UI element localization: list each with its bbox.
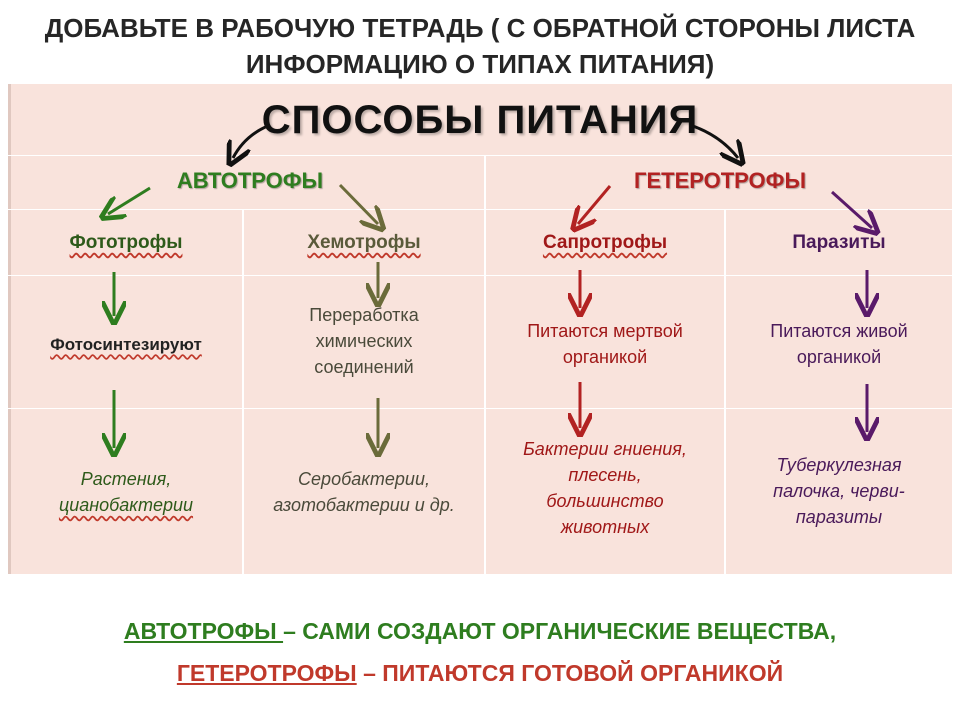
footer-heterotrophs-definition (0, 660, 960, 687)
phototrophs-action: Фотосинтезируют (50, 335, 202, 354)
diagram-title: СПОСОБЫ ПИТАНИЯ (261, 98, 699, 142)
arrow-heterotrophs-to-parasites (832, 192, 872, 228)
parasites-examples: Туберкулезная палочка, черви- паразиты (773, 455, 905, 527)
parasites-label: Паразиты (792, 232, 886, 253)
footer-autotrophs-term: АВТОТРОФЫ (123, 618, 284, 644)
chemotrophs-action: Переработка химических соединений (309, 305, 419, 377)
header-line-1: ДОБАВЬТЕ В РАБОЧУЮ ТЕТРАДЬ ( С ОБРАТНОЙ СТОРОНЫ ЛИСТА (44, 13, 916, 43)
phototrophs-label: Фототрофы (69, 232, 183, 253)
arrow-autotrophs-to-phototrophs (108, 188, 150, 214)
header-line-2: ИНФОРМАЦИЮ О ТИПАХ ПИТАНИЯ) (245, 49, 715, 79)
saprotrophs-label: Сапротрофы (542, 232, 668, 253)
footer-autotrophs-definition (0, 618, 960, 645)
parasites-action: Питаются живой органикой (770, 321, 908, 367)
chemotrophs-examples: Серобактерии, азотобактерии и др. (273, 469, 455, 515)
footer-autotrophs-text: – САМИ СОЗДАЮТ ОРГАНИЧЕСКИЕ ВЕЩЕСТВА, (283, 618, 837, 644)
footer-heterotrophs-term: ГЕТЕРОТРОФЫ (176, 660, 357, 686)
heterotrophs-label: ГЕТЕРОТРОФЫ (633, 168, 806, 193)
phototrophs-examples: Растения, цианобактерии (58, 469, 194, 515)
arrow-heterotrophs-to-saprotrophs (578, 186, 610, 224)
footer-heterotrophs-text: – ПИТАЮТСЯ ГОТОВОЙ ОРГАНИКОЙ (356, 660, 784, 686)
arrow-title-to-heterotrophs (690, 125, 738, 158)
arrow-autotrophs-to-chemotrophs (340, 185, 378, 224)
saprotrophs-examples: Бактерии гниения, плесень, большинство животных (523, 439, 687, 537)
autotrophs-label: АВТОТРОФЫ (176, 168, 324, 193)
chemotrophs-label: Хемотрофы (307, 232, 421, 253)
arrow-title-to-autotrophs (233, 125, 270, 158)
saprotrophs-action: Питаются мертвой органикой (527, 321, 683, 367)
